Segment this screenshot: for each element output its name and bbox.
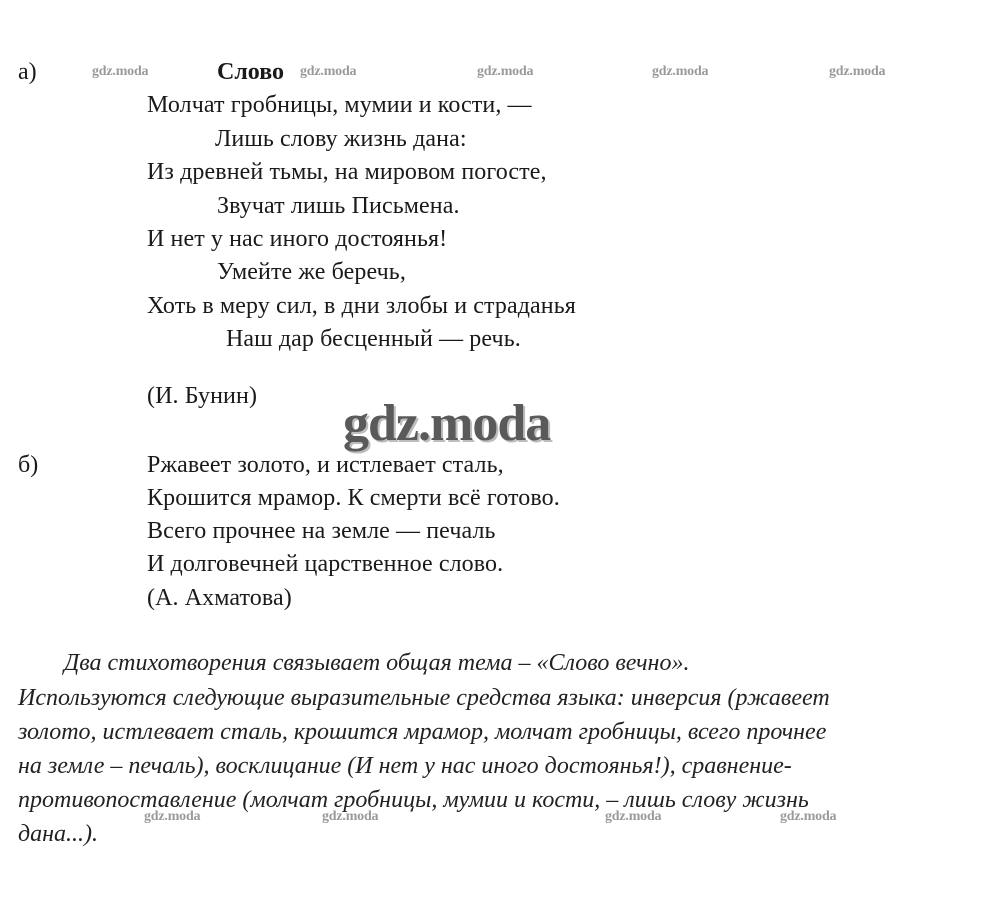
analysis-line: Два стихотворения связывает общая тема – «Слово вечно». [64,650,690,676]
analysis-line: дана...). [18,821,99,847]
poem-a-line: Хоть в меру сил, в дни злобы и страданья [147,293,576,319]
watermark-large: gdz.moda [343,395,551,452]
analysis-line: золото, истлевает сталь, крошится мрамор, молчат гробницы, всего прочнее [18,719,827,745]
analysis-line: противопоставление (молчат гробницы, мумии и кости, – лишь слову жизнь [18,787,809,813]
poem-a-line: Лишь слову жизнь дана: [215,126,467,152]
watermark-small: gdz.moda [300,64,357,79]
watermark-small: gdz.moda [477,64,534,79]
analysis-line: на земле – печаль), восклицание (И нет у нас иного достоянья!), сравнение- [18,753,792,779]
poem-a-line: Наш дар бесценный — речь. [226,326,521,352]
watermark-small: gdz.moda [322,809,379,824]
poem-a-line: Звучат лишь Письмена. [217,193,460,219]
watermark-small: gdz.moda [652,64,709,79]
watermark-small: gdz.moda [92,64,149,79]
watermark-small: gdz.moda [605,809,662,824]
poem-b-line: И долговечней царственное слово. [147,551,504,577]
poem-b-line: Крошится мрамор. К смерти всё готово. [147,485,560,511]
section-a-label: а) [18,59,37,85]
poem-b-line: Всего прочнее на земле — печаль [147,518,496,544]
watermark-small: gdz.moda [829,64,886,79]
watermark-small: gdz.moda [780,809,837,824]
poem-a-line: Умейте же беречь, [217,259,406,285]
poem-b-author: (А. Ахматова) [147,585,292,611]
analysis-line: Используются следующие выразительные средства языка: инверсия (ржавеет [18,685,830,711]
section-b-label: б) [18,452,39,478]
watermark-small: gdz.moda [144,809,201,824]
poem-a-line: И нет у нас иного достоянья! [147,226,448,252]
poem-b-line: Ржавеет золото, и истлевает сталь, [147,452,504,478]
poem-a-line: Молчат гробницы, мумии и кости, — [147,92,532,118]
poem-a-author: (И. Бунин) [147,383,258,409]
poem-title: Слово [217,59,284,85]
poem-a-line: Из древней тьмы, на мировом погосте, [147,159,547,185]
